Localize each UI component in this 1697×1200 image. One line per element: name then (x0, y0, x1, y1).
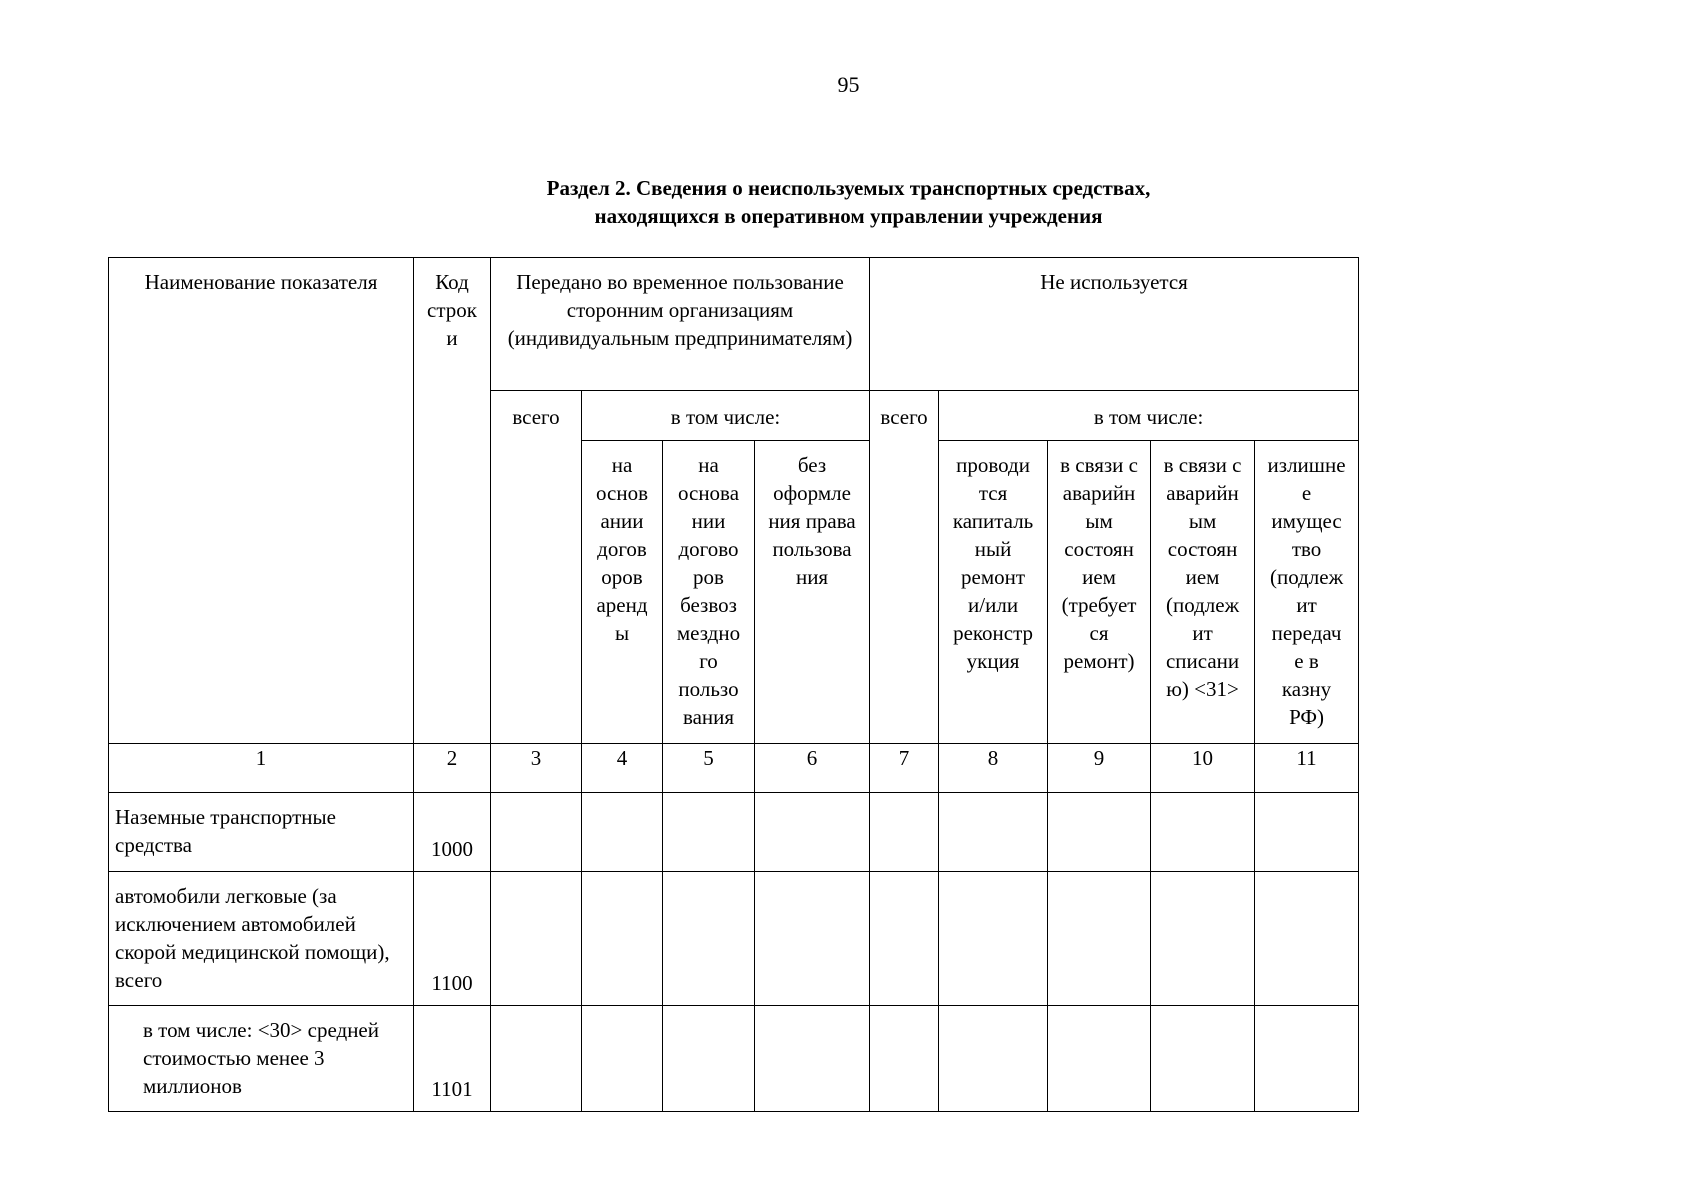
empty-cell (1255, 793, 1359, 872)
header-name: Наименование показателя (109, 258, 414, 744)
empty-cell (870, 872, 939, 1006)
header-not-used: Не используется (870, 258, 1359, 391)
table-row (109, 1006, 1359, 1112)
empty-cell (663, 793, 755, 872)
header-row-1 (109, 258, 1359, 391)
header-col-5: на основа нии догово ров безвоз мездно го пользо вания (663, 441, 755, 744)
row-name: в том числе: <30> средней стоимостью менее 3 миллионов (109, 1006, 414, 1112)
empty-cell (491, 872, 582, 1006)
empty-cell (663, 1006, 755, 1112)
empty-cell (870, 1006, 939, 1112)
column-number: 7 (870, 744, 939, 793)
empty-cell (491, 793, 582, 872)
empty-cell (1151, 1006, 1255, 1112)
row-code: 1101 (414, 1006, 491, 1112)
header-including-not-used: в том числе: (939, 391, 1359, 441)
header-transferred: Передано во временное пользование сторонним организациям (индивидуальным предпринимателям) (491, 258, 870, 391)
empty-cell (1048, 1006, 1151, 1112)
header-col-6: без оформле ния права пользова ния (755, 441, 870, 744)
unused-vehicles-table (108, 257, 1359, 1112)
empty-cell (1151, 872, 1255, 1006)
empty-cell (755, 1006, 870, 1112)
empty-cell (582, 1006, 663, 1112)
header-col-9: в связи с аварийн ым состоян ием (требует ся ремонт) (1048, 441, 1151, 744)
column-number: 2 (414, 744, 491, 793)
column-number: 3 (491, 744, 582, 793)
row-code: 1100 (414, 872, 491, 1006)
empty-cell (939, 1006, 1048, 1112)
row-name: Наземные транспортные средства (109, 793, 414, 872)
empty-cell (582, 793, 663, 872)
column-number: 1 (109, 744, 414, 793)
header-total-transferred: всего (491, 391, 582, 744)
column-number: 6 (755, 744, 870, 793)
header-col-8: проводи тся капиталь ный ремонт и/или реконстр укция (939, 441, 1048, 744)
page-number: 95 (837, 72, 860, 97)
empty-cell (663, 872, 755, 1006)
empty-cell (755, 793, 870, 872)
empty-cell (755, 872, 870, 1006)
empty-cell (1048, 793, 1151, 872)
column-number: 10 (1151, 744, 1255, 793)
header-col-10: в связи с аварийн ым состоян ием (подлеж ит списани ю) <31> (1151, 441, 1255, 744)
empty-cell (1151, 793, 1255, 872)
empty-cell (491, 1006, 582, 1112)
column-numbers-row (109, 744, 1359, 793)
empty-cell (870, 793, 939, 872)
section-title-line-2: находящихся в оперативном управлении учреждения (594, 204, 1103, 228)
table-row (109, 793, 1359, 872)
header-col-11: излишне е имущес тво (подлеж ит передач е в казну РФ) (1255, 441, 1359, 744)
table-row (109, 872, 1359, 1006)
column-number: 4 (582, 744, 663, 793)
header-col-4: на основ ании догов оров аренд ы (582, 441, 663, 744)
column-number: 5 (663, 744, 755, 793)
empty-cell (1255, 872, 1359, 1006)
header-including-transferred: в том числе: (582, 391, 870, 441)
header-total-not-used: всего (870, 391, 939, 744)
row-code: 1000 (414, 793, 491, 872)
empty-cell (1048, 872, 1151, 1006)
section-title-line-1: Раздел 2. Сведения о неиспользуемых транспортных средствах, (546, 176, 1151, 200)
column-number: 8 (939, 744, 1048, 793)
column-number: 9 (1048, 744, 1151, 793)
empty-cell (939, 872, 1048, 1006)
row-name: автомобили легковые (за исключением автомобилей скорой медицинской помощи), всего (109, 872, 414, 1006)
column-number: 11 (1255, 744, 1359, 793)
empty-cell (582, 872, 663, 1006)
section-title (0, 174, 1697, 230)
empty-cell (1255, 1006, 1359, 1112)
empty-cell (939, 793, 1048, 872)
header-code: Код строк и (414, 258, 491, 744)
